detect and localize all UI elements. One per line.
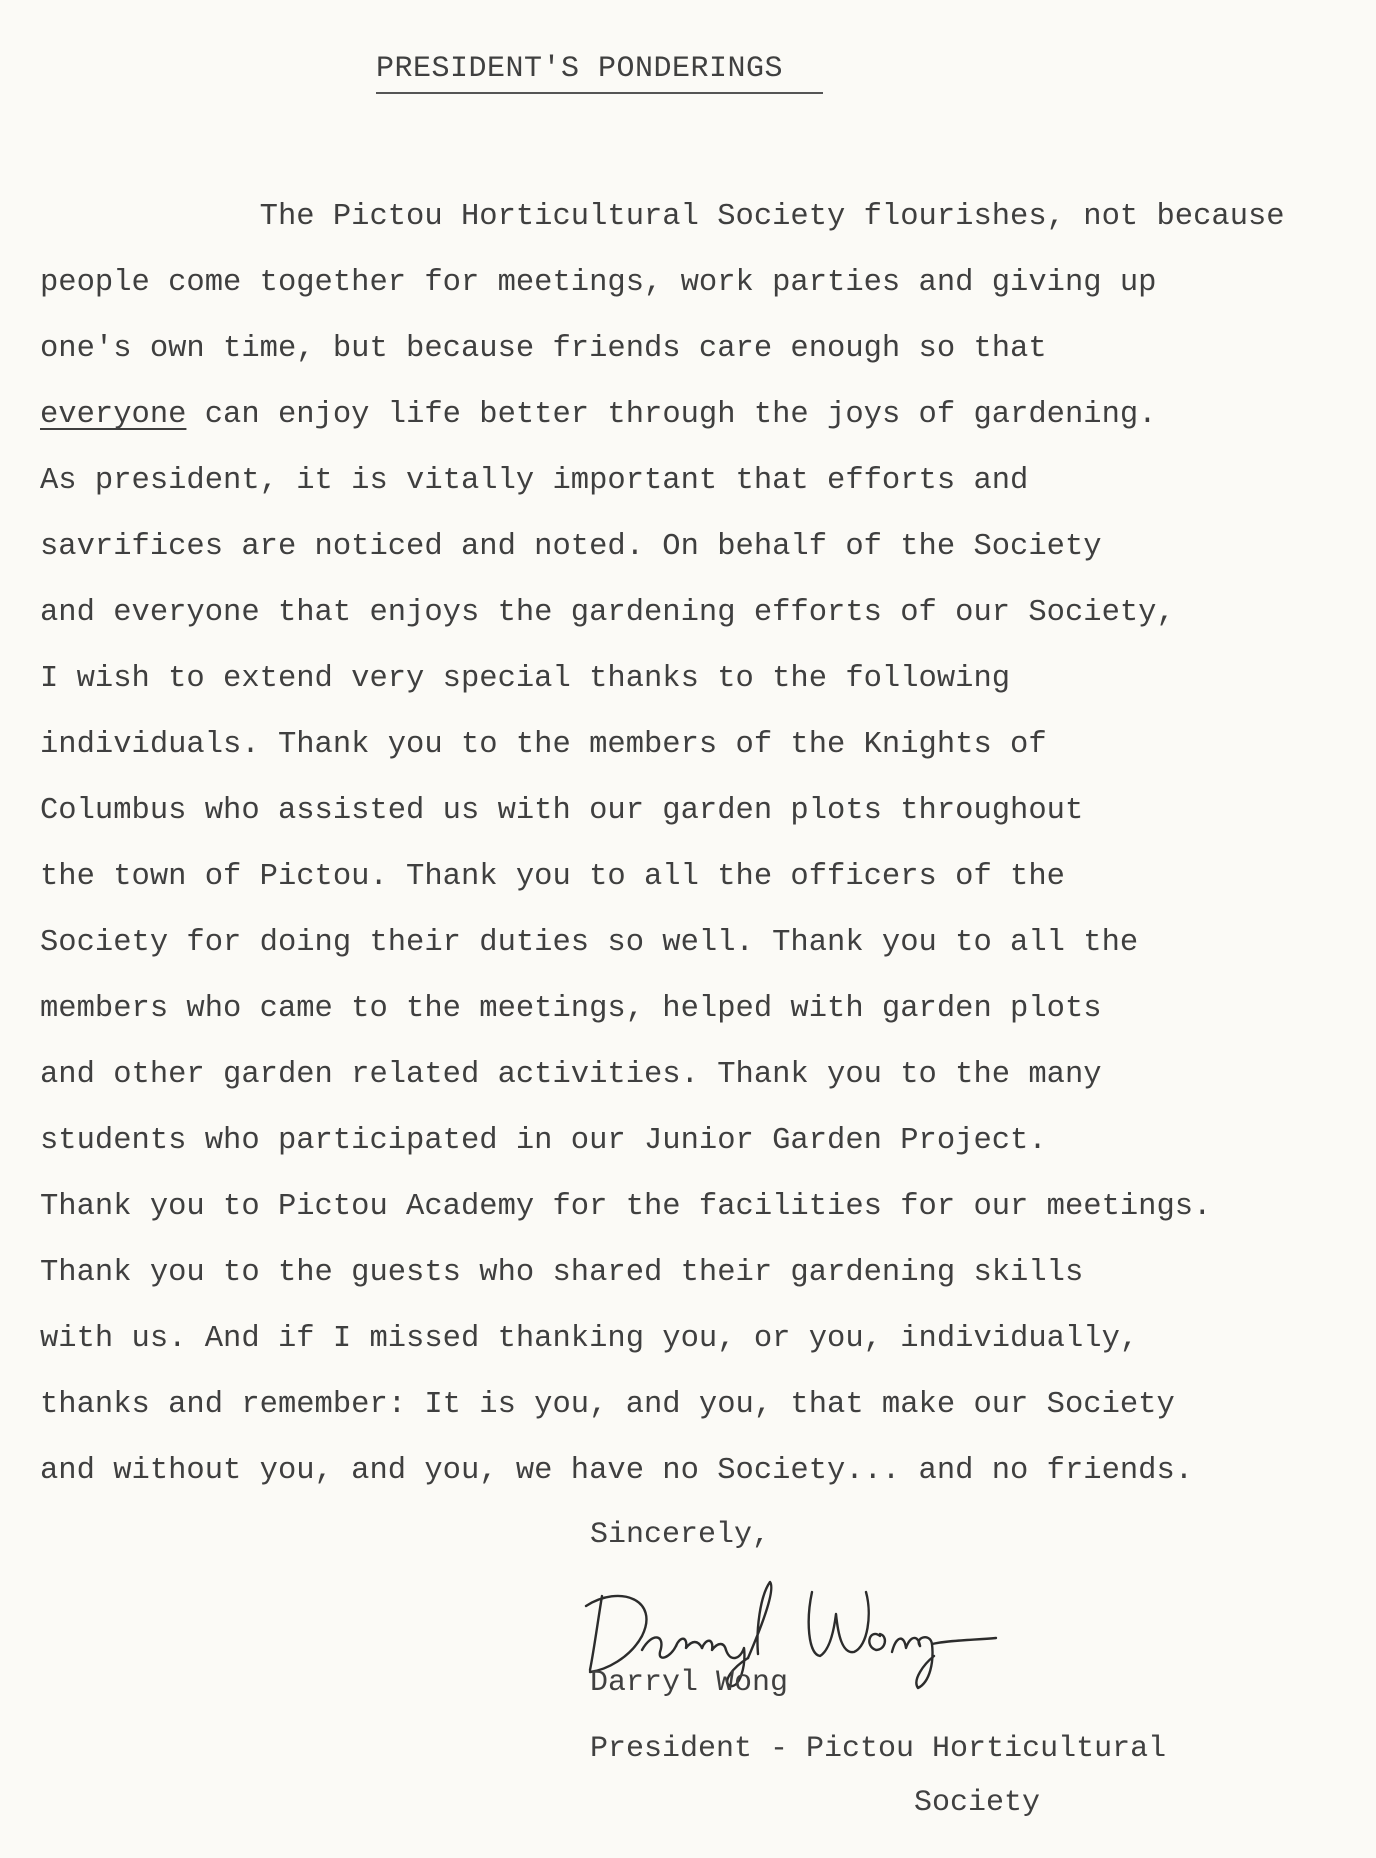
body-line: I wish to extend very special thanks to the following — [40, 662, 1011, 696]
body-line: and without you, and you, we have no Society... and no friends. — [40, 1454, 1194, 1488]
body-line: with us. And if I missed thanking you, or you, individually, — [40, 1322, 1139, 1356]
body-line: savrifices are noticed and noted. On behalf of the Society — [40, 530, 1102, 564]
body-line: the town of Pictou. Thank you to all the officers of the — [40, 860, 1065, 894]
body-line: The Pictou Horticultural Society flourishes, not because — [40, 200, 1285, 234]
body-line: thanks and remember: It is you, and you, that make our Society — [40, 1388, 1175, 1422]
signer-title: President - Pictou Horticultural — [590, 1732, 1167, 1766]
body-line: individuals. Thank you to the members of the Knights of — [40, 728, 1047, 762]
title-underline — [376, 92, 823, 94]
body-line: everyone can enjoy life better through the joys of gardening. — [40, 398, 1157, 432]
body-line: As president, it is vitally important that efforts and — [40, 464, 1029, 498]
closing-salutation: Sincerely, — [590, 1518, 771, 1552]
signer-name: Darryl Wong — [590, 1666, 789, 1700]
letter-body — [40, 184, 1360, 1504]
underlined-word: everyone — [40, 398, 187, 432]
body-line: Columbus who assisted us with our garden plots throughout — [40, 794, 1084, 828]
body-line: Thank you to Pictou Academy for the facilities for our meetings. — [40, 1190, 1212, 1224]
body-line: Society for doing their duties so well. Thank you to all the — [40, 926, 1139, 960]
body-line: members who came to the meetings, helped with garden plots — [40, 992, 1102, 1026]
body-line: Thank you to the guests who shared their gardening skills — [40, 1256, 1084, 1290]
body-line: one's own time, but because friends care enough so that — [40, 332, 1047, 366]
document-title: PRESIDENT'S PONDERINGS — [376, 52, 784, 86]
body-line: people come together for meetings, work parties and giving up — [40, 266, 1157, 300]
signer-title-continued: Society — [914, 1786, 1041, 1820]
body-line: and other garden related activities. Thank you to the many — [40, 1058, 1102, 1092]
body-line: students who participated in our Junior Garden Project. — [40, 1124, 1047, 1158]
body-line: and everyone that enjoys the gardening efforts of our Society, — [40, 596, 1175, 630]
